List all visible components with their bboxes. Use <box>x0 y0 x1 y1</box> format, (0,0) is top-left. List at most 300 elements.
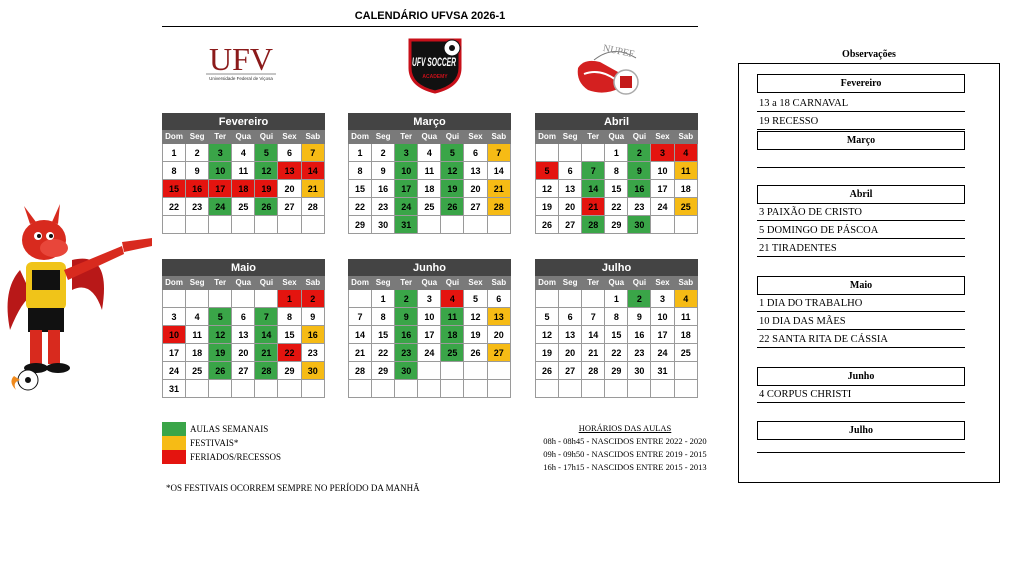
day-cell: 2 <box>186 144 209 162</box>
day-cell: 25 <box>674 198 697 216</box>
day-cell: 1 <box>605 290 628 308</box>
day-cell: 26 <box>255 198 278 216</box>
day-cell: 24 <box>418 344 441 362</box>
week-row <box>163 344 325 362</box>
empty-day-cell <box>487 380 510 398</box>
day-cell: 1 <box>372 290 395 308</box>
day-cell: 11 <box>674 162 697 180</box>
day-cell: 4 <box>674 144 697 162</box>
empty-day-cell <box>582 290 605 308</box>
day-cell: 18 <box>232 180 255 198</box>
week-row <box>536 326 698 344</box>
weekday-header: Sex <box>464 130 487 144</box>
day-cell: 23 <box>395 344 418 362</box>
ufv-logo-subtitle: Universidade Federal de Viçosa <box>209 76 273 81</box>
day-cell: 18 <box>441 326 464 344</box>
day-cell: 31 <box>395 216 418 234</box>
day-cell: 1 <box>349 144 372 162</box>
weekday-header: Dom <box>536 276 559 290</box>
day-cell: 30 <box>301 362 324 380</box>
week-row <box>536 180 698 198</box>
week-row <box>349 162 511 180</box>
day-cell: 7 <box>301 144 324 162</box>
day-cell: 15 <box>605 326 628 344</box>
day-cell: 16 <box>186 180 209 198</box>
day-cell: 12 <box>536 180 559 198</box>
day-cell: 2 <box>628 144 651 162</box>
week-row <box>536 162 698 180</box>
month-name: Fevereiro <box>163 114 325 130</box>
calendar-month <box>348 113 511 234</box>
day-cell: 9 <box>301 308 324 326</box>
weekday-header: Ter <box>582 130 605 144</box>
empty-day-cell <box>418 216 441 234</box>
day-cell: 31 <box>651 362 674 380</box>
day-cell: 6 <box>487 290 510 308</box>
weekday-header: Dom <box>349 130 372 144</box>
day-cell: 18 <box>674 180 697 198</box>
dragon-mascot-illustration <box>2 200 158 400</box>
day-cell: 16 <box>301 326 324 344</box>
day-cell: 14 <box>301 162 324 180</box>
legend-label: AULAS SEMANAIS <box>190 424 269 434</box>
weekday-header: Ter <box>209 130 232 144</box>
weekday-header: Ter <box>395 130 418 144</box>
weekday-header: Qua <box>418 130 441 144</box>
day-cell: 12 <box>255 162 278 180</box>
week-row <box>536 380 698 398</box>
empty-day-cell <box>209 380 232 398</box>
day-cell: 13 <box>278 162 301 180</box>
day-cell: 1 <box>278 290 301 308</box>
day-cell: 11 <box>232 162 255 180</box>
weekday-header: Qua <box>232 130 255 144</box>
day-cell: 24 <box>651 198 674 216</box>
day-cell: 15 <box>163 180 186 198</box>
day-cell: 6 <box>559 308 582 326</box>
week-row <box>349 344 511 362</box>
week-row <box>163 362 325 380</box>
legend-item <box>162 422 281 436</box>
weekday-header: Qua <box>418 276 441 290</box>
day-cell: 8 <box>349 162 372 180</box>
day-cell: 11 <box>186 326 209 344</box>
day-cell: 2 <box>372 144 395 162</box>
day-cell: 19 <box>536 344 559 362</box>
empty-day-cell <box>674 362 697 380</box>
ufv-logo <box>200 40 282 86</box>
empty-day-cell <box>301 380 324 398</box>
calendar-month <box>348 259 511 398</box>
day-cell: 29 <box>278 362 301 380</box>
legend-label: FESTIVAIS* <box>190 438 239 448</box>
day-cell: 9 <box>395 308 418 326</box>
week-row <box>163 180 325 198</box>
day-cell: 25 <box>674 344 697 362</box>
day-cell: 27 <box>559 216 582 234</box>
weekday-header: Sab <box>674 276 697 290</box>
weekday-header: Ter <box>209 276 232 290</box>
empty-day-cell <box>674 216 697 234</box>
day-cell: 2 <box>628 290 651 308</box>
calendar-month <box>162 113 325 234</box>
day-cell: 24 <box>209 198 232 216</box>
calendar-title: CALENDÁRIO UFVSA 2026-1 <box>162 10 698 27</box>
day-cell: 15 <box>372 326 395 344</box>
weekday-header: Sab <box>674 130 697 144</box>
day-cell: 12 <box>464 308 487 326</box>
empty-day-cell <box>674 380 697 398</box>
day-cell: 17 <box>209 180 232 198</box>
empty-day-cell <box>418 380 441 398</box>
weekday-header: Sex <box>651 276 674 290</box>
day-cell: 22 <box>278 344 301 362</box>
day-cell: 13 <box>559 326 582 344</box>
obs-item: 10 DIA DAS MÃES <box>757 313 965 330</box>
empty-day-cell <box>278 380 301 398</box>
day-cell: 7 <box>487 144 510 162</box>
empty-day-cell <box>232 290 255 308</box>
week-row <box>536 362 698 380</box>
day-cell: 26 <box>536 216 559 234</box>
day-cell: 25 <box>418 198 441 216</box>
empty-day-cell <box>186 290 209 308</box>
empty-day-cell <box>301 216 324 234</box>
day-cell: 16 <box>372 180 395 198</box>
day-cell: 25 <box>232 198 255 216</box>
day-cell: 24 <box>163 362 186 380</box>
weekday-header: Seg <box>186 276 209 290</box>
day-cell: 8 <box>605 308 628 326</box>
empty-day-cell <box>536 144 559 162</box>
day-cell: 14 <box>487 162 510 180</box>
day-cell: 3 <box>395 144 418 162</box>
obs-month-header: Julho <box>757 421 965 440</box>
day-cell: 20 <box>559 344 582 362</box>
weekday-header: Seg <box>559 276 582 290</box>
day-cell: 23 <box>628 198 651 216</box>
empty-day-cell <box>255 216 278 234</box>
day-cell: 11 <box>418 162 441 180</box>
week-row <box>349 290 511 308</box>
empty-day-cell <box>441 216 464 234</box>
day-cell: 7 <box>582 162 605 180</box>
empty-day-cell <box>163 290 186 308</box>
day-cell: 10 <box>395 162 418 180</box>
day-cell: 10 <box>209 162 232 180</box>
day-cell: 3 <box>163 308 186 326</box>
weekday-header: Qua <box>605 130 628 144</box>
obs-month-header: Junho <box>757 367 965 386</box>
schedule-line: 08h - 08h45 - NASCIDOS ENTRE 2022 - 2020 <box>543 436 707 446</box>
day-cell: 21 <box>349 344 372 362</box>
obs-item: 19 RECESSO <box>757 113 965 130</box>
day-cell: 19 <box>536 198 559 216</box>
day-cell: 2 <box>301 290 324 308</box>
day-cell: 23 <box>372 198 395 216</box>
day-cell: 17 <box>163 344 186 362</box>
day-cell: 20 <box>232 344 255 362</box>
empty-day-cell <box>186 216 209 234</box>
weekday-header: Qui <box>255 276 278 290</box>
day-cell: 19 <box>464 326 487 344</box>
legend-item <box>162 436 281 450</box>
week-row <box>536 144 698 162</box>
day-cell: 18 <box>186 344 209 362</box>
day-cell: 28 <box>255 362 278 380</box>
day-cell: 10 <box>418 308 441 326</box>
legend-swatch-yellow <box>162 436 186 450</box>
day-cell: 31 <box>163 380 186 398</box>
day-cell: 8 <box>605 162 628 180</box>
week-row <box>536 344 698 362</box>
day-cell: 23 <box>186 198 209 216</box>
calendar-month <box>162 259 325 398</box>
empty-day-cell <box>418 362 441 380</box>
empty-day-cell <box>464 362 487 380</box>
day-cell: 5 <box>536 308 559 326</box>
day-cell: 17 <box>418 326 441 344</box>
observations-title: Observações <box>842 49 896 60</box>
obs-blank-line <box>757 452 965 453</box>
day-cell: 7 <box>582 308 605 326</box>
day-cell: 27 <box>559 362 582 380</box>
day-cell: 20 <box>278 180 301 198</box>
day-cell: 4 <box>441 290 464 308</box>
empty-day-cell <box>349 290 372 308</box>
day-cell: 19 <box>209 344 232 362</box>
day-cell: 21 <box>487 180 510 198</box>
day-cell: 30 <box>628 362 651 380</box>
weekday-header: Qui <box>255 130 278 144</box>
empty-day-cell <box>464 380 487 398</box>
month-name: Junho <box>349 260 511 276</box>
day-cell: 26 <box>464 344 487 362</box>
weekday-header: Dom <box>163 276 186 290</box>
day-cell: 3 <box>418 290 441 308</box>
week-row <box>536 290 698 308</box>
obs-item: 4 CORPUS CHRISTI <box>757 386 965 403</box>
month-name: Abril <box>536 114 698 130</box>
day-cell: 9 <box>186 162 209 180</box>
weekday-header: Ter <box>582 276 605 290</box>
day-cell: 23 <box>628 344 651 362</box>
day-cell: 3 <box>651 290 674 308</box>
day-cell: 6 <box>559 162 582 180</box>
weekday-header: Seg <box>372 276 395 290</box>
soccer-logo-text: UFV SOCCER <box>412 55 457 69</box>
calendar-month <box>535 113 698 234</box>
day-cell: 13 <box>232 326 255 344</box>
day-cell: 18 <box>674 326 697 344</box>
obs-item: 13 a 18 CARNAVAL <box>757 95 965 112</box>
week-row <box>536 216 698 234</box>
weekday-header: Seg <box>559 130 582 144</box>
empty-day-cell <box>487 362 510 380</box>
day-cell: 21 <box>582 198 605 216</box>
weekday-header: Dom <box>163 130 186 144</box>
day-cell: 8 <box>163 162 186 180</box>
day-cell: 29 <box>372 362 395 380</box>
day-cell: 10 <box>651 162 674 180</box>
day-cell: 29 <box>605 362 628 380</box>
day-cell: 30 <box>395 362 418 380</box>
empty-day-cell <box>209 290 232 308</box>
weekday-header: Qui <box>441 276 464 290</box>
day-cell: 14 <box>255 326 278 344</box>
day-cell: 20 <box>464 180 487 198</box>
day-cell: 3 <box>651 144 674 162</box>
empty-day-cell <box>395 380 418 398</box>
day-cell: 29 <box>349 216 372 234</box>
day-cell: 24 <box>651 344 674 362</box>
weekday-header: Sex <box>278 130 301 144</box>
empty-day-cell <box>559 380 582 398</box>
day-cell: 22 <box>163 198 186 216</box>
day-cell: 30 <box>372 216 395 234</box>
day-cell: 4 <box>418 144 441 162</box>
empty-day-cell <box>372 380 395 398</box>
obs-item: 3 PAIXÃO DE CRISTO <box>757 204 965 221</box>
day-cell: 24 <box>395 198 418 216</box>
weekday-header: Qua <box>605 276 628 290</box>
empty-day-cell <box>464 216 487 234</box>
day-cell: 10 <box>651 308 674 326</box>
weekday-header: Sex <box>464 276 487 290</box>
obs-blank-line <box>757 167 965 168</box>
day-cell: 20 <box>487 326 510 344</box>
week-row <box>349 362 511 380</box>
empty-day-cell <box>441 362 464 380</box>
day-cell: 17 <box>651 326 674 344</box>
day-cell: 27 <box>278 198 301 216</box>
day-cell: 25 <box>441 344 464 362</box>
empty-day-cell <box>349 380 372 398</box>
ufv-soccer-logo <box>404 36 466 94</box>
day-cell: 26 <box>209 362 232 380</box>
weekday-header: Qua <box>232 276 255 290</box>
day-cell: 30 <box>628 216 651 234</box>
empty-day-cell <box>163 216 186 234</box>
weekday-header: Sab <box>487 276 510 290</box>
empty-day-cell <box>278 216 301 234</box>
empty-day-cell <box>559 290 582 308</box>
weekday-header: Dom <box>536 130 559 144</box>
empty-day-cell <box>628 380 651 398</box>
day-cell: 5 <box>209 308 232 326</box>
weekday-header: Seg <box>186 130 209 144</box>
weekday-header: Sex <box>651 130 674 144</box>
day-cell: 6 <box>278 144 301 162</box>
day-cell: 20 <box>559 198 582 216</box>
weekday-header: Qui <box>441 130 464 144</box>
week-row <box>349 216 511 234</box>
day-cell: 17 <box>395 180 418 198</box>
weekday-header: Qui <box>628 276 651 290</box>
day-cell: 21 <box>582 344 605 362</box>
day-cell: 28 <box>487 198 510 216</box>
empty-day-cell <box>582 144 605 162</box>
day-cell: 18 <box>418 180 441 198</box>
day-cell: 29 <box>605 216 628 234</box>
day-cell: 2 <box>395 290 418 308</box>
empty-day-cell <box>559 144 582 162</box>
week-row <box>163 216 325 234</box>
empty-day-cell <box>487 216 510 234</box>
obs-month-header: Abril <box>757 185 965 204</box>
week-row <box>163 380 325 398</box>
day-cell: 9 <box>372 162 395 180</box>
schedule-title: HORÁRIOS DAS AULAS <box>578 423 672 433</box>
day-cell: 12 <box>536 326 559 344</box>
day-cell: 21 <box>301 180 324 198</box>
day-cell: 28 <box>582 216 605 234</box>
day-cell: 19 <box>441 180 464 198</box>
color-legend <box>162 422 281 464</box>
empty-day-cell <box>232 380 255 398</box>
weekday-header: Seg <box>372 130 395 144</box>
day-cell: 22 <box>605 344 628 362</box>
week-row <box>349 326 511 344</box>
day-cell: 10 <box>163 326 186 344</box>
week-row <box>163 144 325 162</box>
day-cell: 11 <box>441 308 464 326</box>
day-cell: 21 <box>255 344 278 362</box>
week-row <box>349 144 511 162</box>
legend-swatch-green <box>162 422 186 436</box>
day-cell: 3 <box>209 144 232 162</box>
week-row <box>349 198 511 216</box>
day-cell: 5 <box>441 144 464 162</box>
week-row <box>536 198 698 216</box>
empty-day-cell <box>651 216 674 234</box>
legend-item <box>162 450 281 464</box>
weekday-header: Qui <box>628 130 651 144</box>
empty-day-cell <box>536 290 559 308</box>
day-cell: 14 <box>349 326 372 344</box>
day-cell: 6 <box>232 308 255 326</box>
ufv-logo-text: UFV <box>208 41 274 77</box>
schedule-line: 16h - 17h15 - NASCIDOS ENTRE 2015 - 2013 <box>543 462 707 472</box>
day-cell: 7 <box>349 308 372 326</box>
obs-month-header: Fevereiro <box>757 74 965 93</box>
day-cell: 5 <box>255 144 278 162</box>
nupef-logo-text: NUPEF <box>601 42 636 61</box>
day-cell: 9 <box>628 162 651 180</box>
day-cell: 14 <box>582 180 605 198</box>
day-cell: 15 <box>278 326 301 344</box>
empty-day-cell <box>582 380 605 398</box>
obs-item: 1 DIA DO TRABALHO <box>757 295 965 312</box>
day-cell: 22 <box>349 198 372 216</box>
day-cell: 17 <box>651 180 674 198</box>
week-row <box>349 180 511 198</box>
day-cell: 4 <box>674 290 697 308</box>
empty-day-cell <box>441 380 464 398</box>
obs-item: 21 TIRADENTES <box>757 240 965 257</box>
day-cell: 5 <box>464 290 487 308</box>
empty-day-cell <box>209 216 232 234</box>
weekday-header: Sab <box>487 130 510 144</box>
weekday-header: Sab <box>301 130 324 144</box>
empty-day-cell <box>255 380 278 398</box>
week-row <box>349 308 511 326</box>
day-cell: 26 <box>441 198 464 216</box>
empty-day-cell <box>651 380 674 398</box>
week-row <box>163 326 325 344</box>
day-cell: 22 <box>372 344 395 362</box>
week-row <box>536 308 698 326</box>
